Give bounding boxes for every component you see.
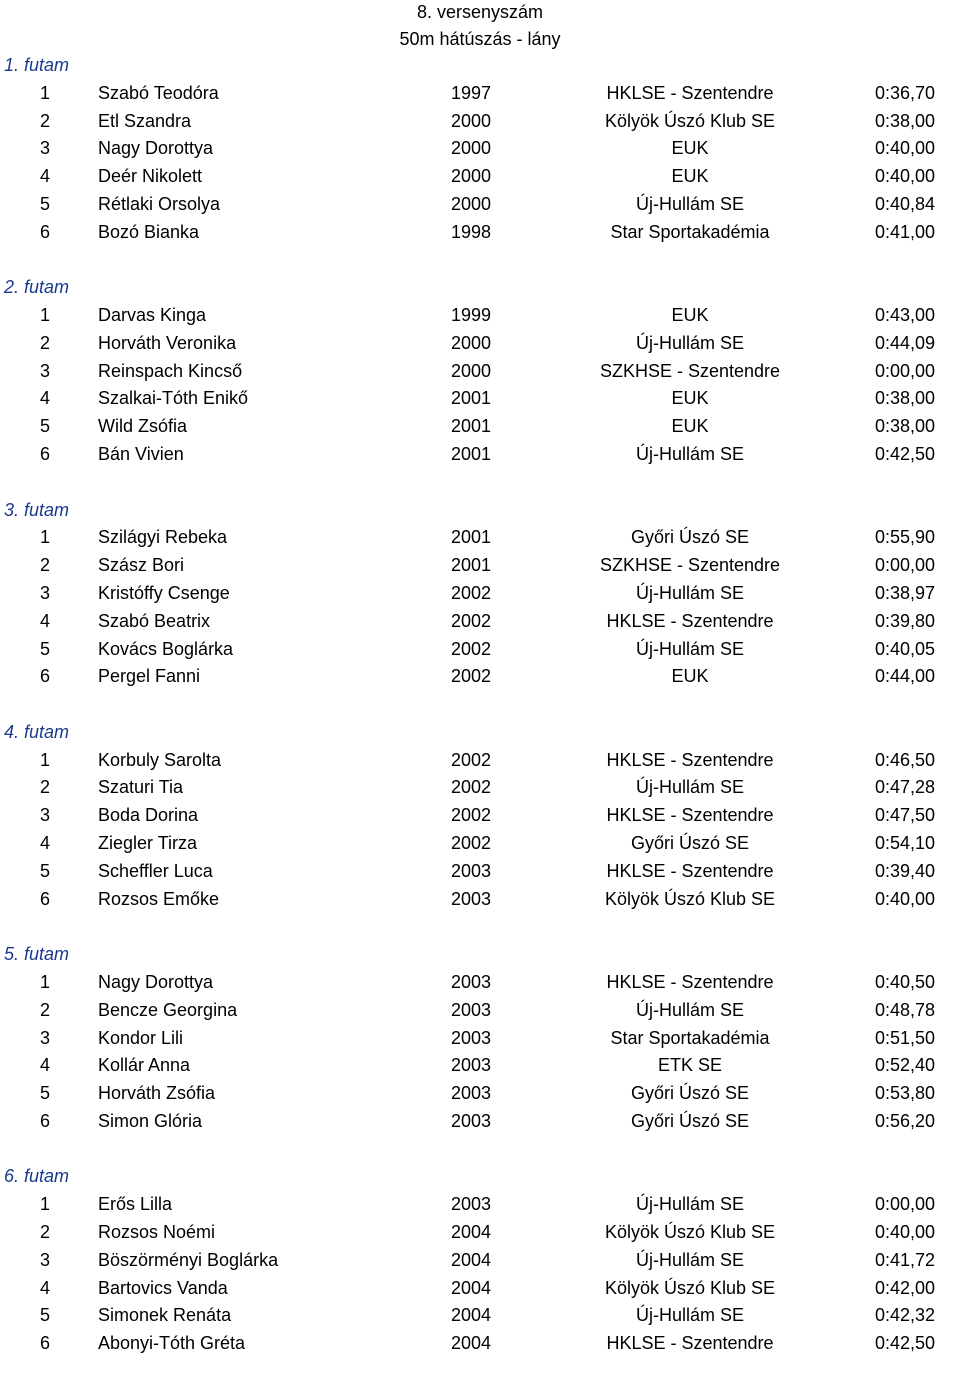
club-name: Kölyök Úszó Klub SE bbox=[604, 110, 776, 131]
place-cell: 1 bbox=[40, 527, 51, 548]
result-time: 0:55,90 bbox=[874, 527, 935, 548]
place-cell: 1 bbox=[40, 971, 51, 992]
swimmer-name: Abonyi-Tóth Gréta bbox=[98, 1333, 246, 1354]
place-cell: 3 bbox=[40, 1249, 51, 1270]
club-name: HKLSE - Szentendre bbox=[606, 805, 774, 826]
result-time: 0:40,00 bbox=[874, 888, 935, 909]
swimmer-name: Simonek Renáta bbox=[98, 1305, 232, 1326]
birth-year: 2000 bbox=[451, 110, 492, 131]
swimmer-name: Erős Lilla bbox=[98, 1194, 173, 1215]
heat-title: 6. futam bbox=[4, 1166, 70, 1187]
birth-year: 2000 bbox=[451, 166, 492, 187]
birth-year: 2001 bbox=[451, 555, 492, 576]
result-time: 0:00,00 bbox=[874, 555, 935, 576]
swimmer-name: Boda Dorina bbox=[98, 805, 199, 826]
result-row bbox=[0, 1247, 960, 1275]
result-row bbox=[0, 886, 960, 914]
swimmer-name: Horváth Veronika bbox=[98, 332, 237, 353]
birth-year: 2004 bbox=[451, 1222, 492, 1243]
heat-section bbox=[0, 719, 960, 941]
place-cell: 5 bbox=[40, 416, 51, 437]
result-row bbox=[0, 524, 960, 552]
birth-year: 2002 bbox=[451, 610, 492, 631]
place-cell: 5 bbox=[40, 1305, 51, 1326]
place-cell: 1 bbox=[40, 82, 51, 103]
swimmer-name: Horváth Zsófia bbox=[98, 1083, 216, 1104]
place-cell: 4 bbox=[40, 166, 51, 187]
swimmer-name: Ziegler Tirza bbox=[98, 833, 198, 854]
club-name: Új-Hullám SE bbox=[635, 194, 745, 214]
result-row bbox=[0, 663, 960, 691]
result-row bbox=[0, 1025, 960, 1053]
place-cell: 2 bbox=[40, 777, 51, 798]
swimmer-name: Wild Zsófia bbox=[98, 416, 188, 437]
result-time: 0:52,40 bbox=[874, 1055, 935, 1076]
birth-year: 2003 bbox=[451, 1083, 492, 1104]
result-time: 0:53,80 bbox=[874, 1083, 935, 1104]
club-name: HKLSE - Szentendre bbox=[606, 82, 774, 103]
swimmer-name: Pergel Fanni bbox=[98, 666, 201, 687]
club-name: EUK bbox=[671, 666, 709, 687]
club-name: SZKHSE - Szentendre bbox=[599, 555, 781, 576]
club-name: Új-Hullám SE bbox=[635, 777, 745, 798]
swimmer-name: Bartovics Vanda bbox=[98, 1277, 228, 1298]
heat-title: 3. futam bbox=[4, 499, 70, 520]
result-time: 0:41,00 bbox=[874, 221, 935, 242]
swimmer-name: Szilágyi Rebeka bbox=[98, 527, 228, 548]
birth-year: 2001 bbox=[451, 388, 492, 409]
club-name: Új-Hullám SE bbox=[635, 1249, 745, 1270]
swimmer-name: Nagy Dorottya bbox=[98, 971, 214, 992]
place-cell: 6 bbox=[40, 1333, 51, 1354]
place-cell: 2 bbox=[40, 999, 51, 1020]
result-row bbox=[0, 135, 960, 163]
place-cell: 4 bbox=[40, 388, 51, 409]
birth-year: 2000 bbox=[451, 138, 492, 159]
club-name: Győri Úszó SE bbox=[630, 527, 750, 548]
heat-section bbox=[0, 1163, 960, 1385]
heat-section bbox=[0, 52, 960, 274]
result-row bbox=[0, 108, 960, 136]
birth-year: 2001 bbox=[451, 416, 492, 437]
result-row bbox=[0, 80, 960, 108]
swimmer-name: Etl Szandra bbox=[98, 110, 192, 131]
swimmer-name: Bozó Bianka bbox=[98, 221, 200, 242]
result-time: 0:40,00 bbox=[874, 1222, 935, 1243]
result-row bbox=[0, 636, 960, 664]
result-row bbox=[0, 1080, 960, 1108]
event-name: 50m hátúszás - lány bbox=[399, 29, 561, 49]
result-time: 0:40,50 bbox=[874, 971, 935, 992]
swimmer-name: Bencze Georgina bbox=[98, 999, 238, 1020]
birth-year: 2001 bbox=[451, 527, 492, 548]
place-cell: 5 bbox=[40, 194, 51, 214]
result-row bbox=[0, 413, 960, 441]
birth-year: 2001 bbox=[451, 444, 492, 465]
heat-section bbox=[0, 941, 960, 1163]
result-time: 0:43,00 bbox=[874, 305, 935, 326]
place-cell: 1 bbox=[40, 1194, 51, 1215]
result-time: 0:46,50 bbox=[874, 749, 935, 770]
swimmer-name: Rozsos Noémi bbox=[98, 1222, 216, 1243]
birth-year: 2002 bbox=[451, 777, 492, 798]
result-row bbox=[0, 747, 960, 775]
club-name: Star Sportakadémia bbox=[610, 1027, 770, 1048]
result-time: 0:44,00 bbox=[874, 666, 935, 687]
heat-title: 2. futam bbox=[4, 277, 70, 298]
place-cell: 6 bbox=[40, 1110, 51, 1131]
result-time: 0:40,00 bbox=[874, 166, 935, 187]
result-time: 0:40,05 bbox=[874, 638, 935, 659]
result-row bbox=[0, 802, 960, 830]
result-row bbox=[0, 1275, 960, 1303]
place-cell: 3 bbox=[40, 805, 51, 826]
result-time: 0:44,09 bbox=[874, 332, 935, 353]
result-time: 0:00,00 bbox=[874, 360, 935, 381]
result-row bbox=[0, 1302, 960, 1330]
club-name: Új-Hullám SE bbox=[635, 332, 745, 353]
club-name: Új-Hullám SE bbox=[635, 638, 745, 659]
birth-year: 2003 bbox=[451, 888, 492, 909]
result-row bbox=[0, 441, 960, 469]
result-time: 0:00,00 bbox=[874, 1194, 935, 1215]
club-name: Új-Hullám SE bbox=[635, 1305, 745, 1326]
place-cell: 1 bbox=[40, 749, 51, 770]
club-name: HKLSE - Szentendre bbox=[606, 749, 774, 770]
result-row bbox=[0, 1330, 960, 1358]
birth-year: 2003 bbox=[451, 860, 492, 881]
heats-list bbox=[0, 52, 960, 1386]
birth-year: 1997 bbox=[451, 82, 492, 103]
place-cell: 3 bbox=[40, 582, 51, 603]
birth-year: 2003 bbox=[451, 1027, 492, 1048]
club-name: SZKHSE - Szentendre bbox=[599, 360, 781, 381]
result-row bbox=[0, 1052, 960, 1080]
birth-year: 2003 bbox=[451, 1055, 492, 1076]
place-cell: 4 bbox=[40, 1055, 51, 1076]
swimmer-name: Rétlaki Orsolya bbox=[98, 194, 221, 214]
result-time: 0:40,84 bbox=[874, 194, 935, 214]
club-name: HKLSE - Szentendre bbox=[606, 1333, 774, 1354]
club-name: Kölyök Úszó Klub SE bbox=[604, 888, 776, 909]
result-row bbox=[0, 552, 960, 580]
birth-year: 2002 bbox=[451, 833, 492, 854]
swimmer-name: Szabó Beatrix bbox=[98, 610, 211, 631]
result-row bbox=[0, 997, 960, 1025]
swimmer-name: Deér Nikolett bbox=[98, 166, 203, 187]
result-row bbox=[0, 330, 960, 358]
result-row bbox=[0, 1219, 960, 1247]
result-row bbox=[0, 163, 960, 191]
place-cell: 1 bbox=[40, 305, 51, 326]
result-time: 0:47,50 bbox=[874, 805, 935, 826]
swimmer-name: Kollár Anna bbox=[98, 1055, 191, 1076]
swimmer-name: Szalkai-Tóth Enikő bbox=[98, 388, 249, 409]
birth-year: 2004 bbox=[451, 1277, 492, 1298]
club-name: Győri Úszó SE bbox=[630, 1110, 750, 1131]
swimmer-name: Korbuly Sarolta bbox=[98, 749, 222, 770]
club-name: Új-Hullám SE bbox=[635, 582, 745, 603]
club-name: ETK SE bbox=[657, 1055, 723, 1076]
place-cell: 4 bbox=[40, 833, 51, 854]
result-time: 0:42,50 bbox=[874, 444, 935, 465]
swimmer-name: Böszörményi Boglárka bbox=[98, 1249, 279, 1270]
club-name: EUK bbox=[671, 166, 709, 187]
swimmer-name: Bán Vivien bbox=[98, 444, 184, 465]
club-name: Kölyök Úszó Klub SE bbox=[604, 1222, 776, 1243]
birth-year: 2000 bbox=[451, 194, 492, 214]
place-cell: 3 bbox=[40, 1027, 51, 1048]
place-cell: 2 bbox=[40, 555, 51, 576]
swimmer-name: Darvas Kinga bbox=[98, 305, 207, 326]
club-name: Új-Hullám SE bbox=[635, 999, 745, 1020]
heat-section bbox=[0, 497, 960, 719]
birth-year: 2004 bbox=[451, 1249, 492, 1270]
club-name: Kölyök Úszó Klub SE bbox=[604, 1277, 776, 1298]
place-cell: 4 bbox=[40, 1277, 51, 1298]
swimmer-name: Simon Glória bbox=[98, 1110, 203, 1131]
club-name: HKLSE - Szentendre bbox=[606, 860, 774, 881]
place-cell: 6 bbox=[40, 221, 51, 242]
result-row bbox=[0, 608, 960, 636]
result-time: 0:56,20 bbox=[874, 1110, 935, 1131]
result-time: 0:47,28 bbox=[874, 777, 935, 798]
club-name: Győri Úszó SE bbox=[630, 833, 750, 854]
result-time: 0:42,32 bbox=[874, 1305, 935, 1326]
result-time: 0:42,00 bbox=[874, 1277, 935, 1298]
result-row bbox=[0, 580, 960, 608]
club-name: EUK bbox=[671, 138, 709, 159]
birth-year: 2002 bbox=[451, 805, 492, 826]
birth-year: 1999 bbox=[451, 305, 492, 326]
birth-year: 2004 bbox=[451, 1305, 492, 1326]
result-row bbox=[0, 1191, 960, 1219]
club-name: EUK bbox=[671, 305, 709, 326]
birth-year: 1998 bbox=[451, 221, 492, 242]
result-time: 0:41,72 bbox=[874, 1249, 935, 1270]
birth-year: 2002 bbox=[451, 582, 492, 603]
birth-year: 2000 bbox=[451, 332, 492, 353]
swimmer-name: Szabó Teodóra bbox=[98, 82, 219, 103]
birth-year: 2003 bbox=[451, 1194, 492, 1215]
swimmer-name: Rozsos Emőke bbox=[98, 888, 220, 909]
place-cell: 2 bbox=[40, 332, 51, 353]
swimmer-name: Nagy Dorottya bbox=[98, 138, 214, 159]
club-name: EUK bbox=[671, 388, 709, 409]
club-name: Új-Hullám SE bbox=[635, 1194, 745, 1215]
birth-year: 2003 bbox=[451, 971, 492, 992]
result-row bbox=[0, 219, 960, 247]
result-time: 0:36,70 bbox=[874, 82, 935, 103]
club-name: EUK bbox=[671, 416, 709, 437]
heat-title: 1. futam bbox=[4, 55, 70, 75]
club-name: HKLSE - Szentendre bbox=[606, 610, 774, 631]
result-time: 0:38,00 bbox=[874, 388, 935, 409]
place-cell: 5 bbox=[40, 860, 51, 881]
result-time: 0:39,40 bbox=[874, 860, 935, 881]
place-cell: 5 bbox=[40, 1083, 51, 1104]
result-time: 0:39,80 bbox=[874, 610, 935, 631]
birth-year: 2002 bbox=[451, 749, 492, 770]
result-time: 0:42,50 bbox=[874, 1333, 935, 1354]
birth-year: 2004 bbox=[451, 1333, 492, 1354]
swimmer-name: Reinspach Kincső bbox=[98, 360, 243, 381]
result-time: 0:51,50 bbox=[874, 1027, 935, 1048]
result-row bbox=[0, 858, 960, 886]
result-time: 0:38,00 bbox=[874, 416, 935, 437]
place-cell: 6 bbox=[40, 888, 51, 909]
swimmer-name: Kovács Boglárka bbox=[98, 638, 234, 659]
club-name: HKLSE - Szentendre bbox=[606, 971, 774, 992]
club-name: Star Sportakadémia bbox=[610, 221, 770, 242]
result-time: 0:38,97 bbox=[874, 582, 935, 603]
result-time: 0:54,10 bbox=[874, 833, 935, 854]
club-name: Új-Hullám SE bbox=[635, 444, 745, 465]
result-time: 0:40,00 bbox=[874, 138, 935, 159]
swimmer-name: Kondor Lili bbox=[98, 1027, 184, 1048]
result-row bbox=[0, 302, 960, 330]
swimmer-name: Scheffler Luca bbox=[98, 860, 213, 881]
heat-title: 4. futam bbox=[4, 721, 70, 742]
heat-title: 5. futam bbox=[4, 944, 70, 965]
place-cell: 5 bbox=[40, 638, 51, 659]
result-row bbox=[0, 774, 960, 802]
place-cell: 6 bbox=[40, 444, 51, 465]
place-cell: 3 bbox=[40, 138, 51, 159]
swimmer-name: Kristóffy Csenge bbox=[98, 582, 230, 603]
result-row bbox=[0, 385, 960, 413]
event-number: 8. versenyszám bbox=[416, 2, 544, 22]
swimmer-name: Szász Bori bbox=[98, 555, 185, 576]
place-cell: 2 bbox=[40, 1222, 51, 1243]
heat-section bbox=[0, 274, 960, 496]
place-cell: 3 bbox=[40, 360, 51, 381]
place-cell: 4 bbox=[40, 610, 51, 631]
birth-year: 2003 bbox=[451, 1110, 492, 1131]
result-time: 0:38,00 bbox=[874, 110, 935, 131]
place-cell: 6 bbox=[40, 666, 51, 687]
result-time: 0:48,78 bbox=[874, 999, 935, 1020]
club-name: Győri Úszó SE bbox=[630, 1083, 750, 1104]
place-cell: 2 bbox=[40, 110, 51, 131]
birth-year: 2000 bbox=[451, 360, 492, 381]
birth-year: 2002 bbox=[451, 638, 492, 659]
result-row bbox=[0, 969, 960, 997]
result-row bbox=[0, 1108, 960, 1136]
result-row bbox=[0, 830, 960, 858]
swimmer-name: Szaturi Tia bbox=[98, 777, 184, 798]
birth-year: 2003 bbox=[451, 999, 492, 1020]
birth-year: 2002 bbox=[451, 666, 492, 687]
result-row bbox=[0, 191, 960, 219]
result-row bbox=[0, 358, 960, 386]
